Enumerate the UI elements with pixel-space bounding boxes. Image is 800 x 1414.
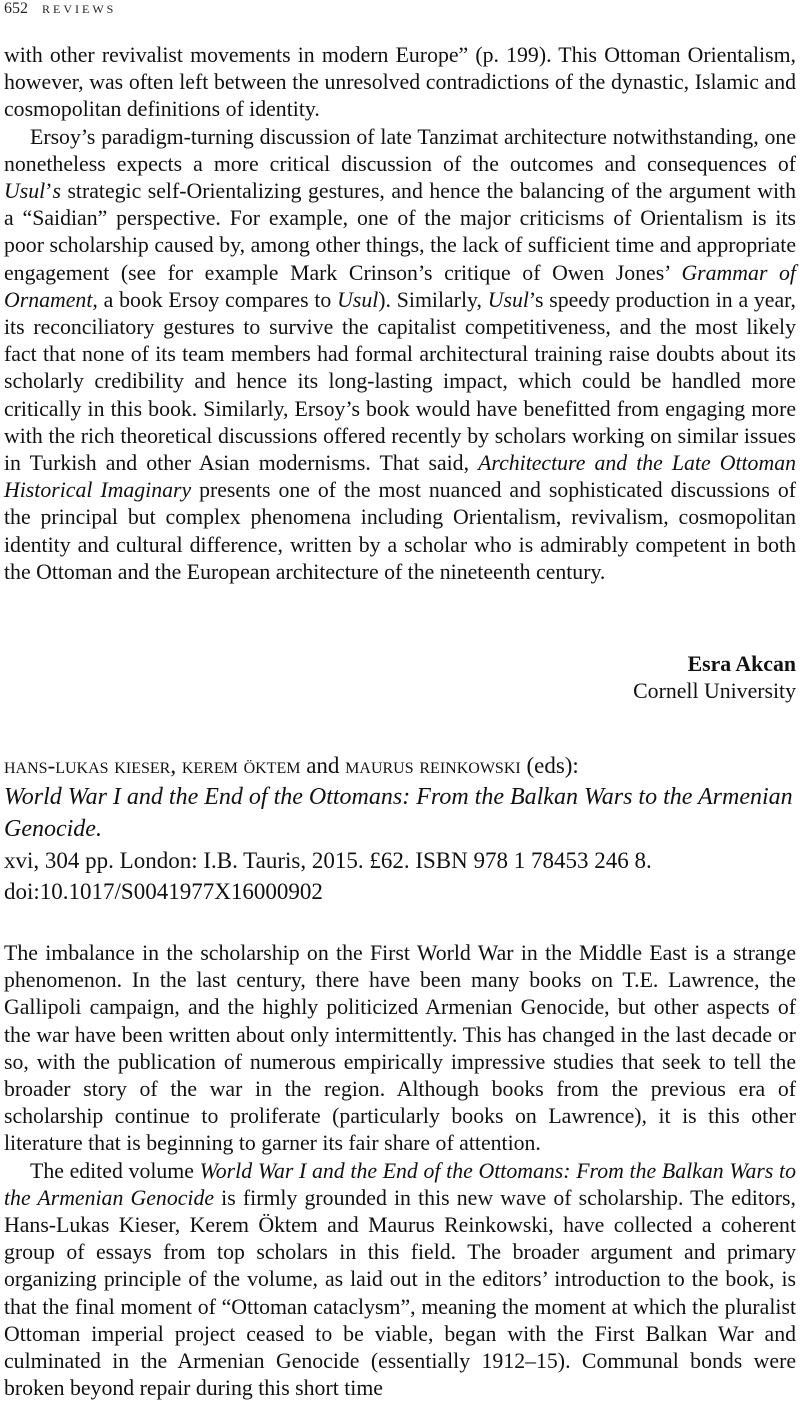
page-number: 652 bbox=[4, 0, 28, 17]
review-2-paragraph-2: The edited volume World War I and the End of the Ottomans: From the Balkan Wars to the Armenian Genocide is firmly grounded in this new wave of scholarship. The editors, Hans-Lukas Kieser, Kerem Öktem and Maurus Reinkowski, have collected a coherent group of essays from top scholars in this field. The broader argument and primary organizing principle of the volume, as laid out in the editors’ introduction to the book, is that the final moment of “Ottoman cataclysm”, meaning the moment at which the pluralist Ottoman imperial project ceased to be viable, began with the First Balkan War and culminated in the Armenian Genocide (essentially 1912–15). Communal bonds were broken beyond repair during this short time bbox=[4, 1158, 796, 1401]
page-header bbox=[4, 0, 116, 18]
book-details: xvi, 304 pp. London: I.B. Tauris, 2015. £62. ISBN 978 1 78453 246 8. bbox=[4, 848, 652, 873]
book-doi: doi:10.1017/S0041977X16000902 bbox=[4, 879, 323, 904]
review-2-paragraph-1: The imbalance in the scholarship on the First World War in the Middle East is a strange phenomenon. In the last century, there have been many books on T.E. Lawrence, the Gallipoli campaign, and the highly politicized Armenian Genocide, but other aspects of the war have been written about only intermittently. This has changed in the last decade or so, with the publication of numerous empirically impressive studies that seek to tell the broader story of the war in the region. Although books from the previous era of scholarship continue to proliferate (particularly books on Lawrence), it is this other literature that is beginning to garner its fair share of attention. bbox=[4, 941, 796, 1156]
review-1-body bbox=[4, 42, 796, 586]
editor-3: maurus reinkowski bbox=[345, 753, 521, 778]
book-title: World War I and the End of the Ottomans: From the Balkan Wars to the Armenian Genocide. bbox=[4, 784, 793, 842]
running-head: REVIEWS bbox=[42, 2, 117, 16]
review-1-paragraph-1: with other revivalist movements in modern Europe” (p. 199). This Ottoman Orientalism, however, was often left between the unresolved contradictions of the dynastic, Islamic and cosmopolitan definitions of identity. bbox=[4, 43, 796, 122]
editor-1: hans-lukas kieser bbox=[4, 753, 171, 778]
review-2-body bbox=[4, 940, 796, 1402]
book-editors: hans-lukas kieser, kerem öktem and maurus reinkowski (eds): bbox=[4, 753, 579, 778]
book-citation bbox=[4, 750, 796, 907]
reviewer-name: Esra Akcan bbox=[687, 652, 796, 676]
reviewer-affiliation: Cornell University bbox=[633, 679, 796, 703]
editor-2: kerem öktem bbox=[181, 753, 301, 778]
reviewer-signature bbox=[633, 651, 796, 705]
review-1-paragraph-2: Ersoy’s paradigm-turning discussion of late Tanzimat architecture notwithstanding, one nonetheless expects a more critical discussion of the outcomes and consequences of Usul’s strategic self-Orientalizing gestures, and hence the balancing of the argument with a “Saidian” perspective. For example, one of the major criticisms of Orientalism is its poor scholarship caused by, among other things, the lack of sufficient time and appropriate engagement (see for example Mark Crinson’s critique of Owen Jones’ Grammar of Ornament, a book Ersoy compares to Usul). Similarly, Usul’s speedy production in a year, its reconciliatory gestures to survive the capitalist competitiveness, and the most likely fact that none of its team members had formal architectural training raise doubts about its scholarly credibility and hence its long-lasting impact, which could be handled more critically in this book. Similarly, Ersoy’s book would have benefitted from engaging more with the rich theoretical discussions offered recently by scholars working on similar issues in Turkish and other Asian modernisms. That said, Architecture and the Late Ottoman Historical Imaginary presents one of the most nuanced and sophisticated discussions of the principal but complex phenomena including Orientalism, revivalism, cosmopolitan identity and cultural difference, written by a scholar who is admirably competent in both the Ottoman and the European architecture of the nineteenth century. bbox=[4, 124, 796, 584]
